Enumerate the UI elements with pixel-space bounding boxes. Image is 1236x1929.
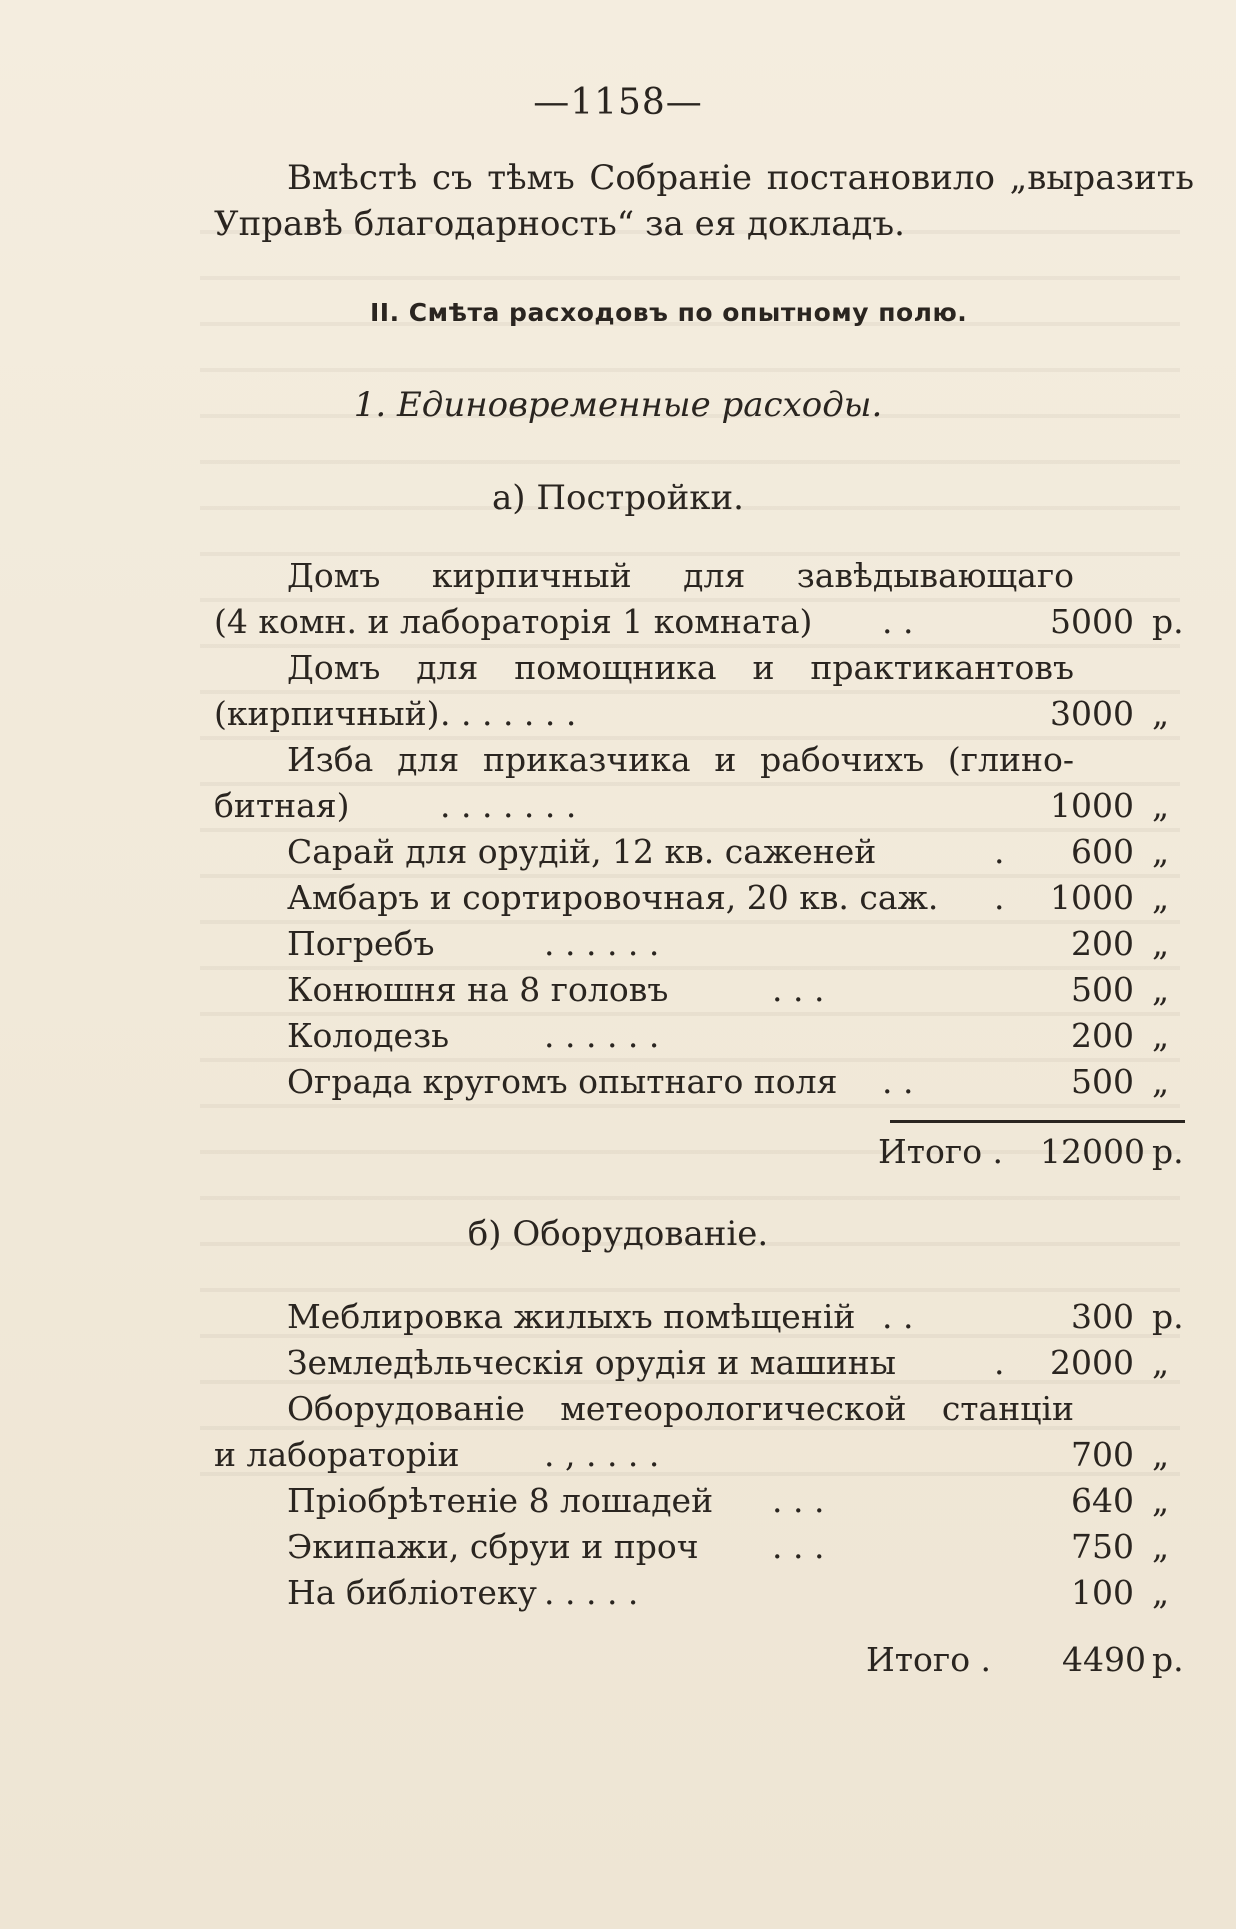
leader-dots: . <box>994 832 1005 871</box>
leader-dots: . . . . . . . <box>440 786 577 825</box>
table-row <box>214 740 1184 786</box>
leader-dots: . . . . . <box>544 1573 639 1612</box>
table-row <box>214 1297 1184 1343</box>
table-row <box>214 648 1184 694</box>
total-label-b: Итого . <box>866 1640 992 1679</box>
total-unit-a: р. <box>1152 1132 1184 1171</box>
total-label-a: Итого . <box>878 1132 1004 1171</box>
item-unit: „ <box>1152 970 1170 1009</box>
item-label: Погребъ <box>287 924 435 963</box>
item-label: Конюшня на 8 головъ <box>287 970 669 1009</box>
item-unit: р. <box>1152 1297 1184 1336</box>
item-unit: „ <box>1152 1343 1170 1382</box>
leader-dots: . <box>994 878 1005 917</box>
item-label: Амбаръ и сортировочная, 20 кв. саж. <box>287 878 939 917</box>
item-amount: 500 <box>1071 970 1134 1009</box>
item-unit: „ <box>1152 1527 1170 1566</box>
page-number: —1158— <box>533 82 703 123</box>
item-amount: 200 <box>1071 924 1134 963</box>
intro-paragraph <box>214 155 1194 247</box>
item-amount: 1000 <box>1050 786 1134 825</box>
table-row <box>214 786 1184 832</box>
item-amount: 3000 <box>1050 694 1134 733</box>
table-row <box>214 832 1184 878</box>
item-amount: 300 <box>1071 1297 1134 1336</box>
item-label-continued: и лабораторіи <box>214 1435 460 1474</box>
leader-dots: . . . . . . . <box>440 694 577 733</box>
item-amount: 640 <box>1071 1481 1134 1520</box>
item-label: Земледѣльческія орудія и машины <box>287 1343 897 1382</box>
item-unit: „ <box>1152 1481 1170 1520</box>
item-label: Пріобрѣтеніе 8 лошадей <box>287 1481 714 1520</box>
table-row <box>214 1389 1184 1435</box>
item-label: Изба для приказчика и рабочихъ (глино- <box>287 740 1074 779</box>
group-b-table <box>214 1297 1184 1619</box>
item-label: Домъ для помощника и практикантовъ <box>287 648 1074 687</box>
item-unit: „ <box>1152 1435 1170 1474</box>
leader-dots: . . <box>882 1297 914 1336</box>
item-unit: „ <box>1152 1062 1170 1101</box>
leader-dots: . . . <box>772 1481 825 1520</box>
table-row <box>214 1481 1184 1527</box>
item-label-continued: битная) <box>214 786 350 825</box>
item-label-continued: (4 комн. и лабораторія 1 комната) <box>214 602 813 641</box>
item-amount: 750 <box>1071 1527 1134 1566</box>
item-unit: „ <box>1152 832 1170 871</box>
table-row <box>214 1573 1184 1619</box>
table-row <box>214 556 1184 602</box>
table-row <box>214 1016 1184 1062</box>
item-amount: 600 <box>1071 832 1134 871</box>
item-amount: 5000 <box>1050 602 1134 641</box>
subsection-title: 1. Единовременные расходы. <box>353 385 883 425</box>
table-row <box>214 602 1184 648</box>
total-amount-a: 12000 <box>1040 1132 1145 1171</box>
table-row <box>214 694 1184 740</box>
item-amount: 500 <box>1071 1062 1134 1101</box>
item-unit: „ <box>1152 694 1170 733</box>
item-unit: р. <box>1152 602 1184 641</box>
total-rule-a <box>890 1120 1185 1123</box>
item-unit: „ <box>1152 786 1170 825</box>
intro-line-1: Вмѣстѣ съ тѣмъ Собраніе постановило „выразить <box>287 158 1194 198</box>
item-label: Оборудованіе метеорологической станціи <box>287 1389 1074 1428</box>
item-unit: „ <box>1152 924 1170 963</box>
leader-dots: . . . . . . <box>544 924 660 963</box>
total-amount-b: 4490 <box>1062 1640 1146 1679</box>
leader-dots: . <box>994 1343 1005 1382</box>
item-label: Меблировка жилыхъ помѣщеній <box>287 1297 856 1336</box>
table-row <box>214 924 1184 970</box>
item-label: Экипажи, сбруи и проч <box>287 1527 699 1566</box>
leader-dots: . . <box>882 1062 914 1101</box>
item-label: Домъ кирпичный для завѣдывающаго <box>287 556 1074 595</box>
leader-dots: . . . <box>772 1527 825 1566</box>
intro-line-2: Управѣ благодарность“ за ея докладъ. <box>214 204 905 244</box>
item-label: Ограда кругомъ опытнаго поля <box>287 1062 838 1101</box>
item-unit: „ <box>1152 1016 1170 1055</box>
item-amount: 100 <box>1071 1573 1134 1612</box>
group-a-title: а) Постройки. <box>492 478 744 518</box>
table-row <box>214 970 1184 1016</box>
item-unit: „ <box>1152 878 1170 917</box>
group-a-table <box>214 556 1184 1108</box>
table-row <box>214 1062 1184 1108</box>
item-label: На библіотеку <box>287 1573 537 1612</box>
table-row <box>214 1435 1184 1481</box>
item-amount: 700 <box>1071 1435 1134 1474</box>
item-amount: 200 <box>1071 1016 1134 1055</box>
item-label: Колодезь <box>287 1016 450 1055</box>
leader-dots: . , . . . . <box>544 1435 660 1474</box>
item-label-continued: (кирпичный) <box>214 694 440 733</box>
item-unit: „ <box>1152 1573 1170 1612</box>
item-label: Сарай для орудій, 12 кв. саженей <box>287 832 877 871</box>
section-title: II. Смѣта расходовъ по опытному полю. <box>370 298 968 327</box>
leader-dots: . . <box>882 602 914 641</box>
item-amount: 2000 <box>1050 1343 1134 1382</box>
leader-dots: . . . <box>772 970 825 1009</box>
table-row <box>214 1527 1184 1573</box>
table-row <box>214 878 1184 924</box>
item-amount: 1000 <box>1050 878 1134 917</box>
leader-dots: . . . . . . <box>544 1016 660 1055</box>
table-row <box>214 1343 1184 1389</box>
group-b-title: б) Оборудованіе. <box>467 1214 769 1254</box>
total-unit-b: р. <box>1152 1640 1184 1679</box>
